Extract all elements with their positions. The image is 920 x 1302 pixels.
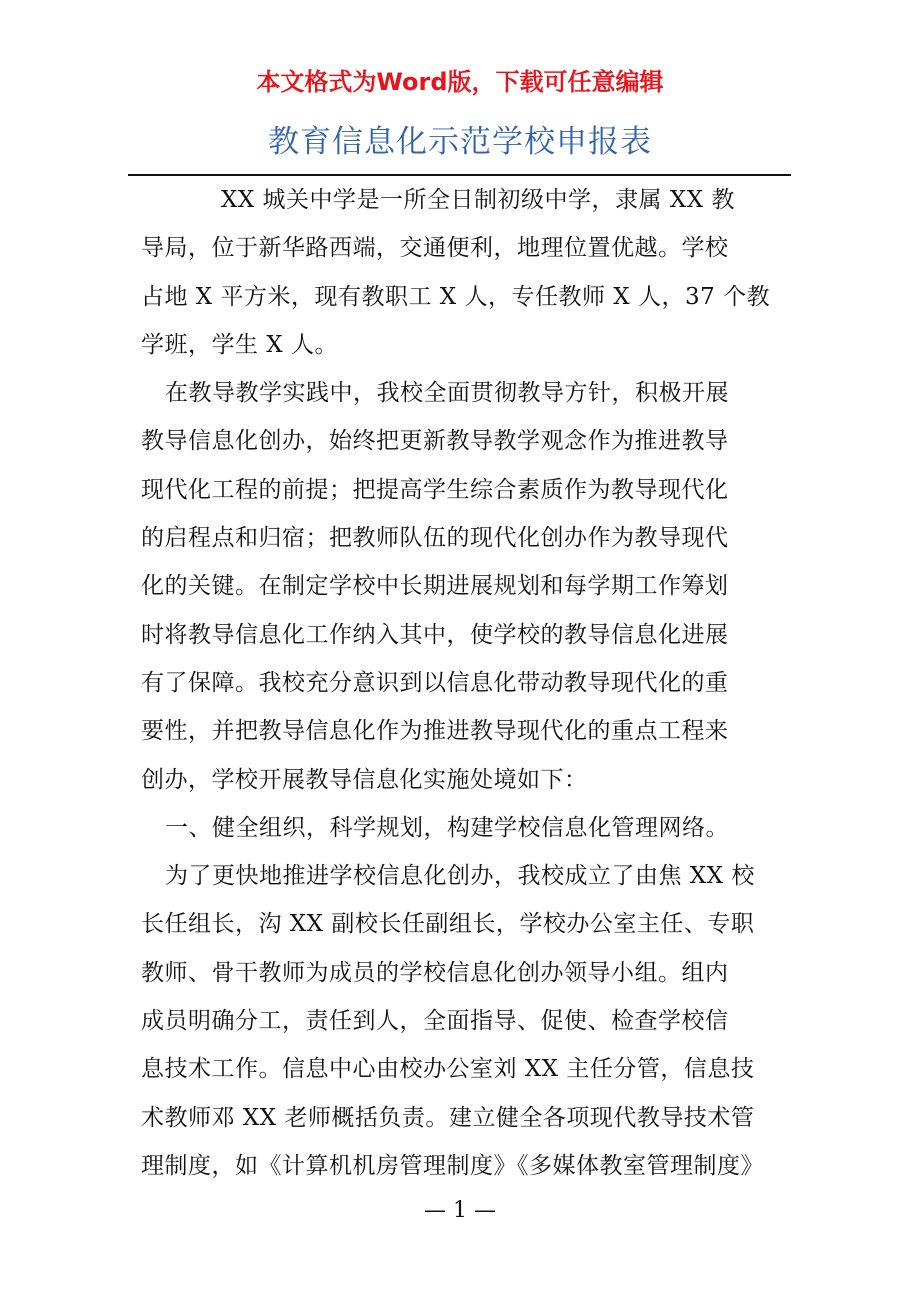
body-line: 在教导教学实践中，我校全面贯彻教导方针，积极开展 <box>165 380 729 407</box>
body-line: 化的关键。在制定学校中长期进展规划和每学期工作筹划 <box>141 573 729 600</box>
document-body <box>141 176 781 1190</box>
body-line: 导局，位于新华路西端，交通便利，地理位置优越。学校 <box>141 235 729 262</box>
page-number: — 1 — <box>424 1198 496 1223</box>
download-notice-banner: 本文格式为Word版，下载可任意编辑 <box>256 68 664 96</box>
body-line: 长任组长，沟 XX 副校长任副组长，学校办公室主任、专职 <box>141 911 755 938</box>
body-line: 要性，并把教导信息化作为推进教导现代化的重点工程来 <box>141 718 729 745</box>
body-line: 为了更快地推进学校信息化创办，我校成立了由焦 XX 校 <box>165 863 755 890</box>
body-line: 理制度，如《计算机机房管理制度》《多媒体教室管理制度》 <box>141 1152 764 1179</box>
body-line: 有了保障。我校充分意识到以信息化带动教导现代化的重 <box>141 669 729 696</box>
body-line: 创办，学校开展教导信息化实施处境如下： <box>141 766 588 793</box>
body-line: 术教师邓 XX 老师概括负责。建立健全各项现代教导技术管 <box>141 1104 755 1131</box>
document-title: 教育信息化示范学校申报表 <box>268 124 652 160</box>
body-line: 息技术工作。信息中心由校办公室刘 XX 主任分管，信息技 <box>141 1056 755 1083</box>
body-line: 的启程点和归宿；把教师队伍的现代化创办作为教导现代 <box>141 525 729 552</box>
body-line: 成员明确分工，责任到人，全面指导、促使、检查学校信 <box>141 1008 729 1035</box>
body-line: 现代化工程的前提；把提高学生综合素质作为教导现代化 <box>141 476 729 503</box>
section-heading: 一、健全组织，科学规划，构建学校信息化管理网络。 <box>165 814 729 841</box>
body-line: 教师、骨干教师为成员的学校信息化创办领导小组。组内 <box>141 959 729 986</box>
body-line: 占地 X 平方米，现有教职工 X 人，专任教师 X 人，37 个教 <box>141 283 771 310</box>
body-line: 教导信息化创办，始终把更新教导教学观念作为推进教导 <box>141 428 729 455</box>
body-line: XX 城关中学是一所全日制初级中学，隶属 XX 教 <box>221 187 735 213</box>
body-line: 时将教导信息化工作纳入其中，使学校的教导信息化进展 <box>141 621 729 648</box>
body-line: 学班，学生 X 人。 <box>141 331 338 358</box>
